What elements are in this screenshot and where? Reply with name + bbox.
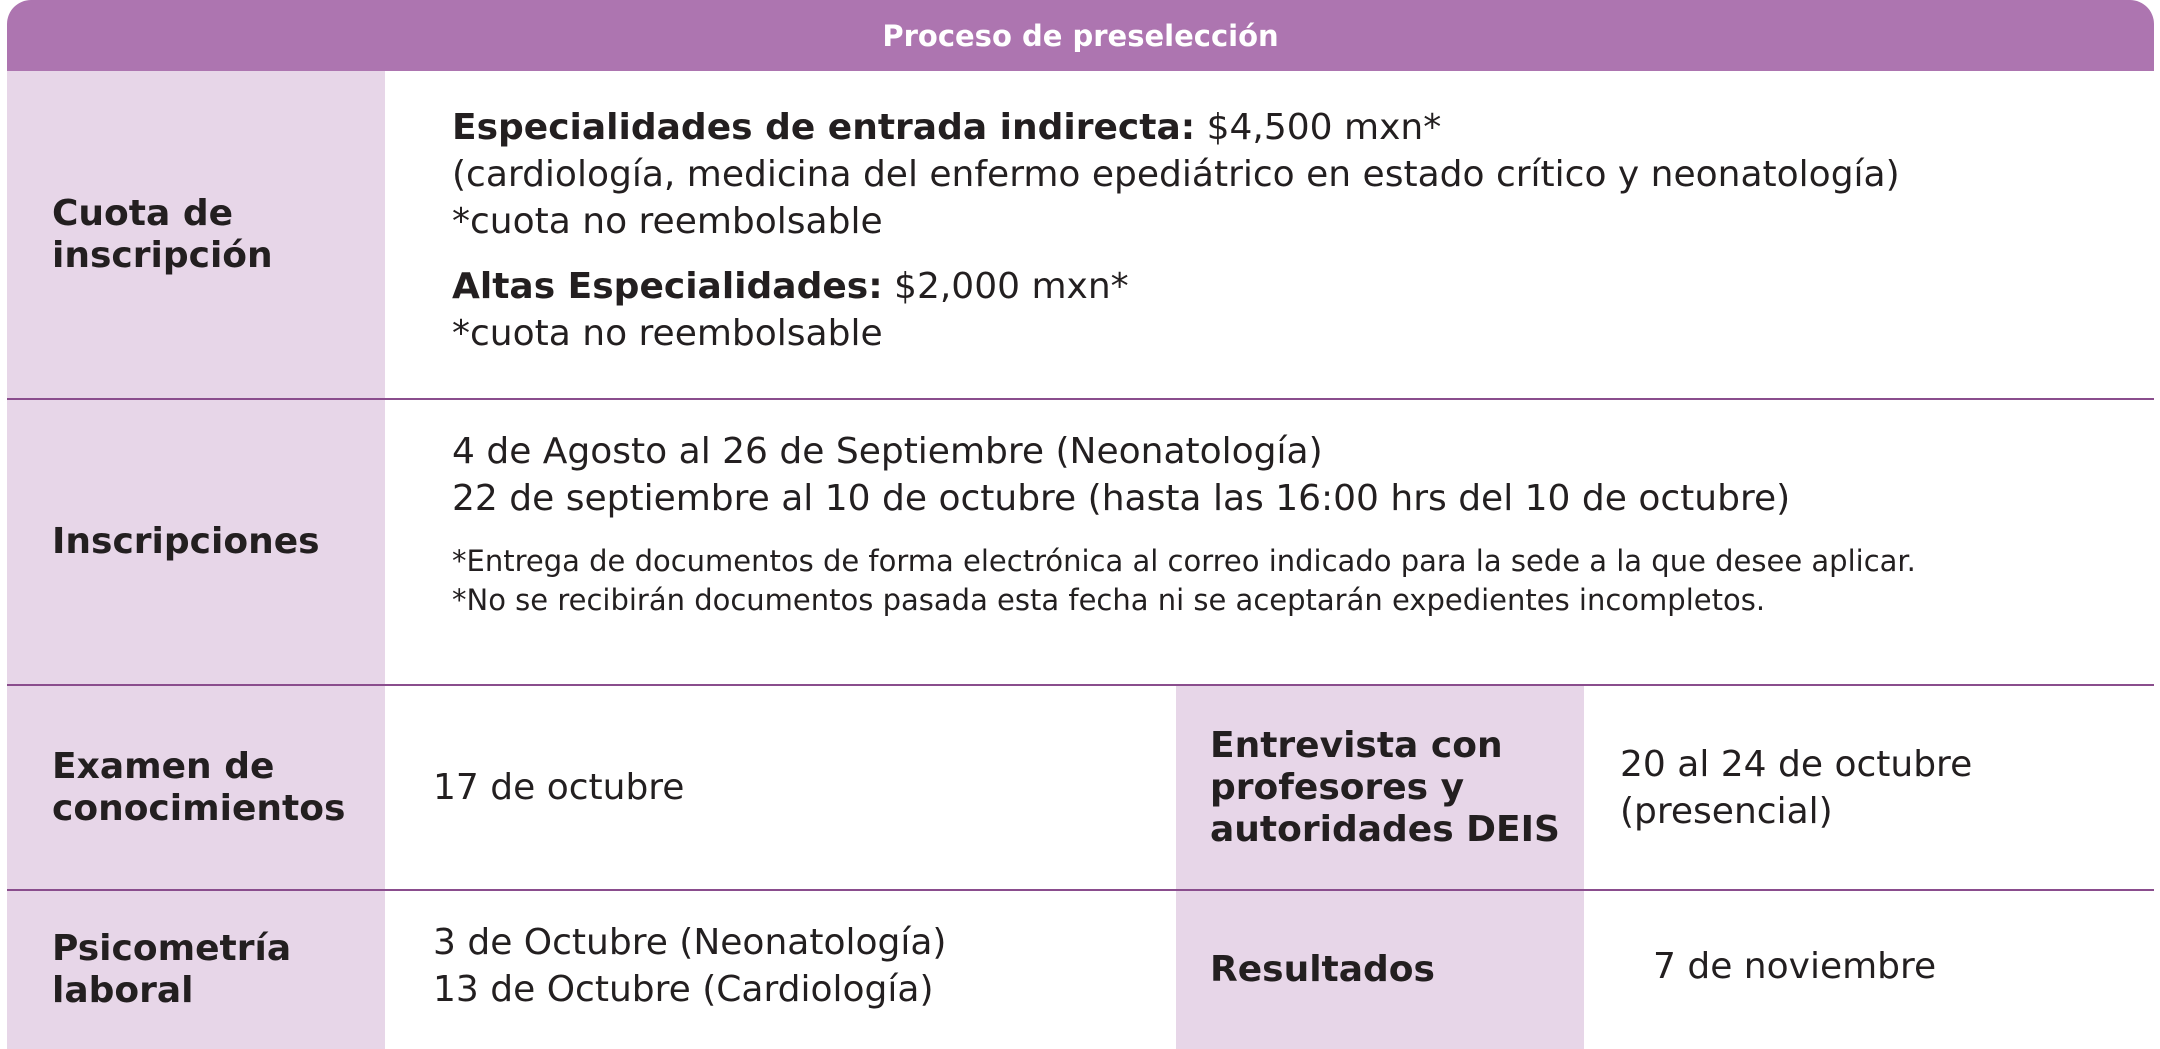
- resultados-value: [1653, 891, 1936, 1041]
- resultados-date: 7 de noviembre: [1653, 945, 1937, 987]
- inscripciones-label-cell: [7, 400, 385, 684]
- altas-label: Altas Especialidades:: [452, 266, 883, 307]
- psicometria-value-line2: 13 de Octubre (Cardiología): [433, 969, 934, 1010]
- entrevista-label-line1: Entrevista con: [1210, 724, 1503, 766]
- inscripciones-date-line1: 4 de Agosto al 26 de Septiembre (Neonatología): [452, 431, 1323, 472]
- resultados-label: Resultados: [1210, 949, 1435, 990]
- entrevista-label-cell: [1176, 686, 1584, 889]
- entrevista-value: [1620, 686, 1972, 889]
- altas-amount: $2,000 mxn*: [882, 266, 1129, 307]
- inscripciones-note2: *No se recibirán documentos pasada esta fecha ni se aceptarán expedientes incompletos.: [452, 583, 1766, 617]
- examen-label-line2: conocimientos: [52, 787, 346, 829]
- cuota-label-cell: [7, 71, 385, 398]
- examen-date: 17 de octubre: [433, 767, 685, 808]
- examen-value: [433, 686, 684, 889]
- cuota-content: [452, 104, 1900, 357]
- psicometria-label-line2: laboral: [52, 970, 194, 1011]
- examen-label-cell: [7, 686, 385, 889]
- table-header: [7, 0, 2154, 71]
- cuota-label-line2: inscripción: [52, 234, 273, 276]
- indirecta-label: Especialidades de entrada indirecta:: [452, 107, 1196, 148]
- indirecta-note: *cuota no reembolsable: [452, 201, 883, 242]
- indirecta-amount: $4,500 mxn*: [1195, 107, 1442, 148]
- psicometria-value-line1: 3 de Octubre (Neonatología): [433, 922, 947, 963]
- table-title: Proceso de preselección: [882, 18, 1279, 53]
- psicometria-label-cell: [7, 891, 385, 1049]
- entrevista-value-line1: 20 al 24 de octubre: [1620, 743, 1973, 785]
- entrevista-label-line3: autoridades DEIS: [1210, 808, 1560, 850]
- psicometria-value: [433, 891, 946, 1041]
- indirecta-detail: (cardiología, medicina del enfermo epediátrico en estado crítico y neonatología): [452, 154, 1900, 195]
- cuota-label-line1: Cuota de: [52, 192, 234, 234]
- inscripciones-content: [452, 428, 1916, 620]
- inscripciones-note1: *Entrega de documentos de forma electrónica al correo indicado para la sede a la que desee aplicar.: [452, 544, 1916, 578]
- inscripciones-date-line2: 22 de septiembre al 10 de octubre (hasta las 16:00 hrs del 10 de octubre): [452, 478, 1791, 519]
- entrevista-label-line2: profesores y: [1210, 766, 1465, 808]
- resultados-label-cell: [1176, 891, 1584, 1049]
- examen-label-line1: Examen de: [52, 745, 275, 787]
- altas-note: *cuota no reembolsable: [452, 313, 883, 354]
- inscripciones-label: Inscripciones: [52, 521, 320, 562]
- entrevista-value-line2: (presencial): [1620, 790, 1833, 832]
- psicometria-label-line1: Psicometría: [52, 928, 292, 969]
